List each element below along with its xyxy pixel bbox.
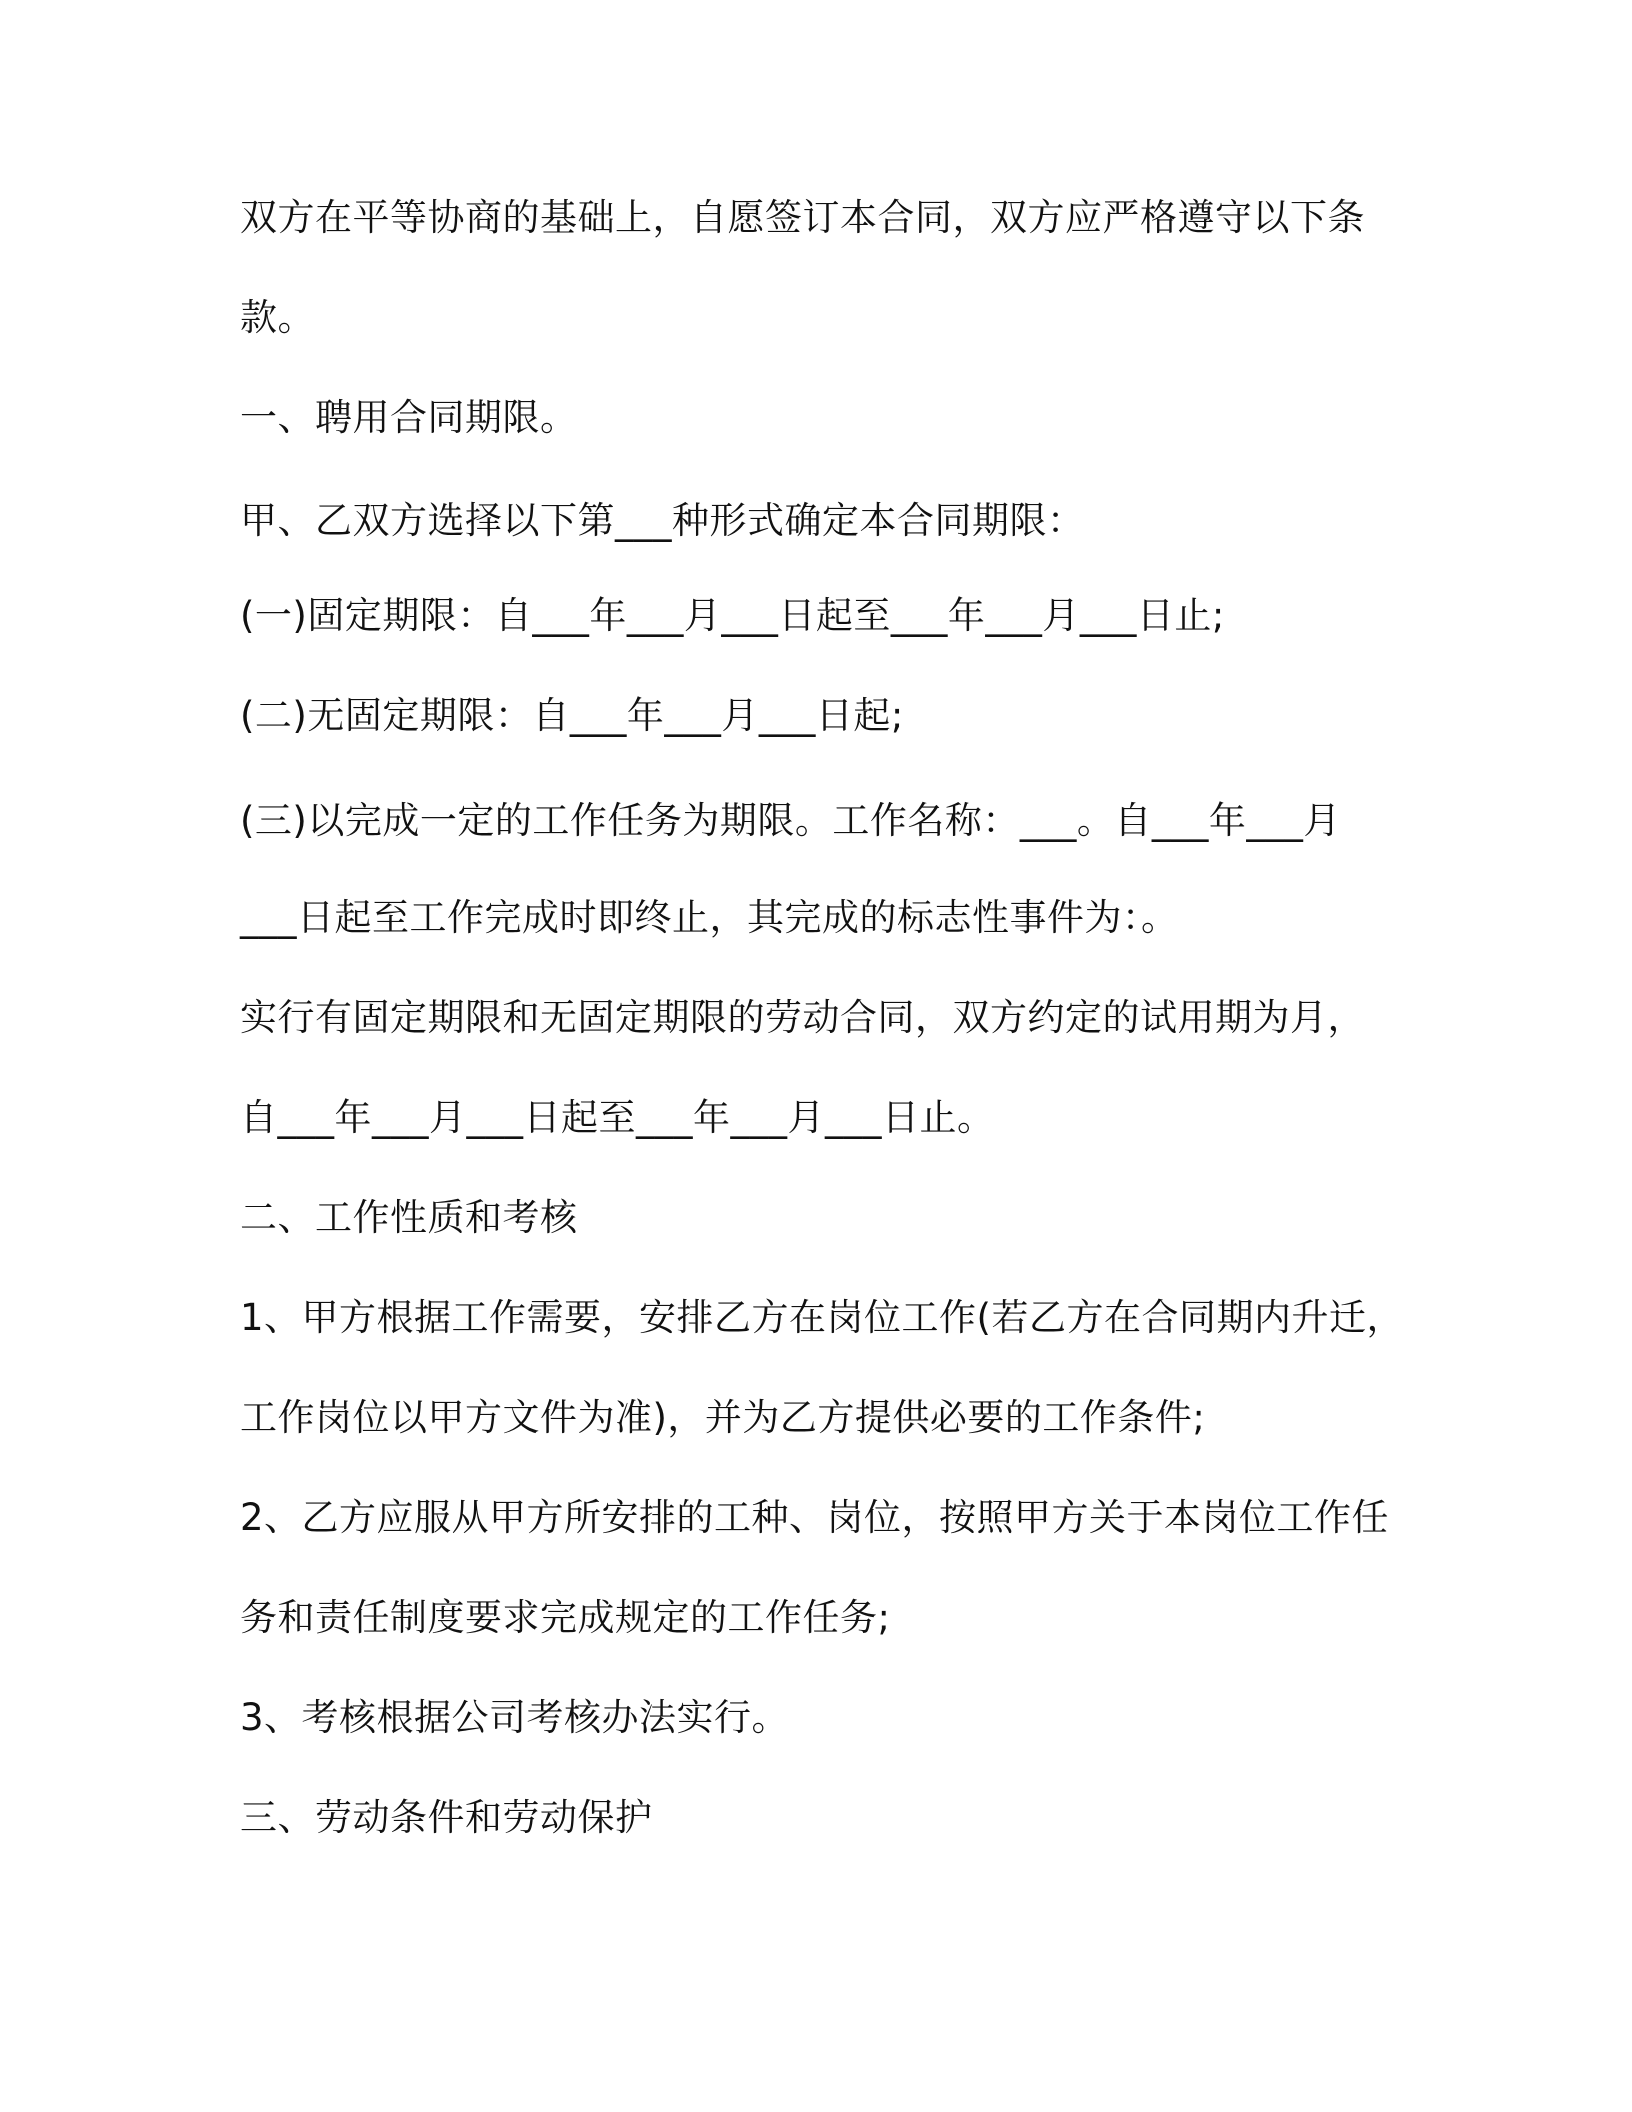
paragraph-line: 甲、乙双方选择以下第___种形式确定本合同期限： <box>240 499 1085 542</box>
paragraph-line: 2、乙方应服从甲方所安排的工种、岗位，按照甲方关于本岗位工作任 <box>240 1496 1390 1539</box>
paragraph-line: 1、甲方根据工作需要，安排乙方在岗位工作(若乙方在合同期内升迁， <box>240 1296 1404 1339</box>
paragraph-line: ___日起至工作完成时即终止，其完成的标志性事件为：。 <box>240 896 1179 939</box>
paragraph-line: 3、考核根据公司考核办法实行。 <box>240 1696 790 1739</box>
paragraph-line: 务和责任制度要求完成规定的工作任务; <box>240 1596 891 1639</box>
paragraph-line: 款。 <box>240 296 315 339</box>
paragraph-line: (二)无固定期限：自___年___月___日起; <box>240 694 904 737</box>
section-heading: 三、劳动条件和劳动保护 <box>240 1796 653 1839</box>
paragraph-line: 自___年___月___日起至___年___月___日止。 <box>240 1096 995 1139</box>
paragraph-line: 实行有固定期限和无固定期限的劳动合同，双方约定的试用期为月， <box>240 996 1365 1039</box>
section-heading: 二、工作性质和考核 <box>240 1196 578 1239</box>
paragraph-line: 工作岗位以甲方文件为准)，并为乙方提供必要的工作条件; <box>240 1396 1206 1439</box>
paragraph-line: (一)固定期限：自___年___月___日起至___年___月___日止; <box>240 594 1225 637</box>
paragraph-line: 双方在平等协商的基础上，自愿签订本合同，双方应严格遵守以下条 <box>240 196 1365 239</box>
paragraph-line: (三)以完成一定的工作任务为期限。工作名称：___。自___年___月 <box>240 799 1341 842</box>
section-heading: 一、聘用合同期限。 <box>240 396 578 439</box>
